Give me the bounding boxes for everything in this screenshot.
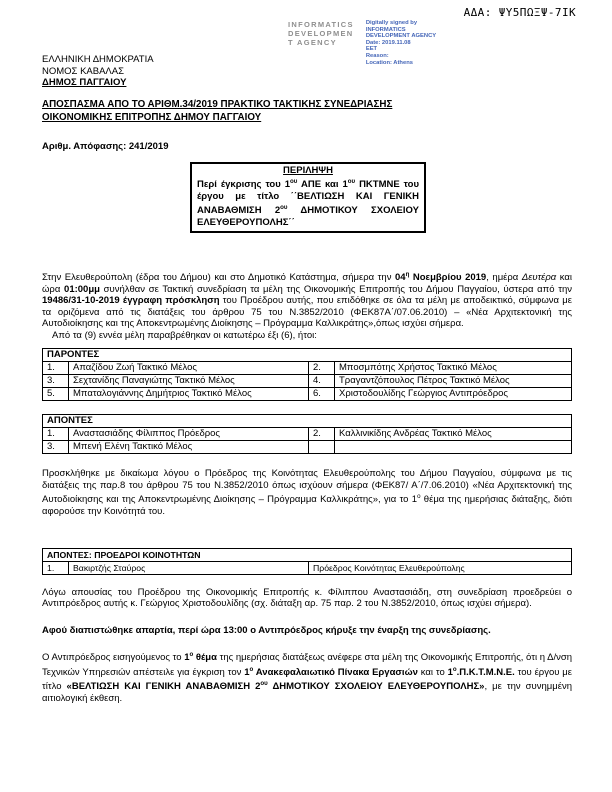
table-cell: Χριστοδουλίδης Γεώργιος Αντιπρόεδρος xyxy=(335,388,572,401)
table-cell: 4. xyxy=(309,375,335,388)
letterhead xyxy=(42,54,154,89)
stamp-line: EET xyxy=(365,46,378,53)
summary-box xyxy=(190,162,426,234)
present-members-table xyxy=(42,348,572,401)
table-row xyxy=(43,561,572,574)
text-segment: , με την συνημμένη αιτιολογική έκθεση. xyxy=(42,681,572,705)
table-cell: Μπαταλογιάννης Δημήτριος Τακτικό Μέλος xyxy=(69,388,309,401)
table-cell: Καλλινικίδης Ανδρέας Τακτικό Μέλος xyxy=(335,428,572,441)
summary-body xyxy=(197,176,419,228)
text-segment: ΔΗΜΟΤΙΚΟΥ ΣΧΟΛΕΙΟΥ ΕΛΕΥΘΕΡΟΥΠΟΛΗΣ΄΄ xyxy=(197,205,419,228)
text-segment: και το xyxy=(417,666,448,678)
table-cell: 6. xyxy=(309,388,335,401)
table-header-row xyxy=(43,415,572,428)
table-row xyxy=(43,441,572,454)
absent-presidents-table-body xyxy=(43,561,572,574)
table-row xyxy=(43,375,572,388)
text-segment: Περί έγκρισης του 1 xyxy=(197,179,291,191)
text-segment: θέμα της ημερήσιας διάταξης, διότι αφορούσε την Κοινότητά του. xyxy=(42,494,573,518)
text-segment: ου xyxy=(260,680,268,688)
table-cell: Μπενή Ελένη Τακτικό Μέλος xyxy=(69,441,309,454)
text-segment: 1 xyxy=(244,666,250,678)
text-segment: 1 xyxy=(184,652,190,664)
table-cell: Απαζίδου Ζωή Τακτικό Μέλος xyxy=(69,362,309,375)
absent-table-title: ΑΠΟΝΤΕΣ xyxy=(43,415,572,428)
text-segment: της ημερήσιας διατάξεως ανέφερε στα μέλη της Οικονομικής Επιτροπής, ότι η Δ/νση Τεχνικών Υπηρεσιών απέστειλε για έγκριση τον xyxy=(42,652,572,678)
text-segment: Ο Αντιπρόεδρος εισηγούμενος το xyxy=(42,652,185,664)
table-cell: Πρόεδρος Κοινότητας Ελευθερούπολης xyxy=(309,561,572,574)
document-title xyxy=(42,99,572,124)
agency-logo-text xyxy=(288,20,354,47)
digital-signature-block xyxy=(288,20,436,66)
text-segment: ο xyxy=(249,665,254,673)
ada-code: ΑΔΑ: ΨΥ5ΠΩΞΨ-7ΙΚ xyxy=(463,6,576,19)
table-cell: Μποσμπότης Χρήστος Τακτικό Μέλος xyxy=(335,362,572,375)
agency-line: T AGENCY xyxy=(288,38,337,47)
absent-presidents-table-title: ΑΠΟΝΤΕΣ: ΠΡΟΕΔΡΟΙ ΚΟΙΝΟΤΗΤΩΝ xyxy=(43,548,572,561)
table-cell: Τραγαντζόπουλος Πέτρος Τακτικό Μέλος xyxy=(335,375,572,388)
text-segment: , ημέρα xyxy=(486,272,522,284)
text-segment: η xyxy=(405,271,410,279)
decision-number: Αριθμ. Απόφασης: 241/2019 xyxy=(42,141,169,152)
text-segment: Στην Ελευθερούπολη (έδρα του Δήμου) και στο Δημοτικό Κατάστημα, σήμερα την xyxy=(42,272,395,284)
table-header-row xyxy=(43,548,572,561)
table-cell: 5. xyxy=(43,388,69,401)
text-segment: ο xyxy=(189,651,194,659)
text-segment: ΠΚΤΜΝΕ του έργου με τίτλο ΄΄ΒΕΛΤΙΩΣΗ ΚΑΙ ΓΕΝΙΚΗ ΑΝΑΒΑΘΜΙΣΗ 2 xyxy=(197,179,419,217)
table-cell: 1. xyxy=(43,561,69,574)
stamp-line: INFORMATICS xyxy=(365,26,406,33)
absent-presidents-table xyxy=(42,548,572,575)
table-cell: 1. xyxy=(43,428,69,441)
present-table-title: ΠΑΡΟΝΤΕΣ xyxy=(43,349,572,362)
present-table-body xyxy=(43,362,572,401)
text-segment: Προσκλήθηκε με δικαίωμα λόγου ο Πρόεδρος της Κοινότητας Ελευθερούπολης του Δήμου Παγγαίου, σύμφωνα με τις διατάξεις της παρ.8 του άρθρου 75 του Ν.3852/2010 όπως ισχύουν σήμερα (ΦΕΚ87/ Α΄/7.06.2010) «Νέα Αρχιτεκτονική της Αυτοδιοίκησης και της Αποκεντρωμένης Διοίκησης – Πρόγραμμα Καλλικράτης», για το 1 xyxy=(42,468,572,506)
stamp-line: Digitally signed by xyxy=(365,20,418,26)
agency-line: DEVELOPMEN xyxy=(288,29,354,38)
text-segment: 04 xyxy=(395,272,406,284)
table-row xyxy=(43,388,572,401)
stamp-line: DEVELOPMENT AGENCY xyxy=(365,33,437,40)
table-cell: 3. xyxy=(43,375,69,388)
letterhead-prefecture: ΝΟΜΟΣ ΚΑΒΑΛΑΣ xyxy=(42,65,124,77)
paragraph-quorum: Αφού διαπιστώθηκε απαρτία, περί ώρα 13:00 ο Αντιπρόεδρος κήρυξε την έναρξη της συνεδρίασης. xyxy=(42,624,491,636)
text-segment: ο xyxy=(452,665,457,673)
text-segment: ΔΗΜΟΤΙΚΟΥ ΣΧΟΛΕΙΟΥ ΕΛΕΥΘΕΡΟΥΠΟΛΗΣ» xyxy=(267,681,485,693)
summary-heading: ΠΕΡΙΛΗΨΗ xyxy=(283,164,333,176)
text-segment: ΑΠΕ και 1 xyxy=(297,179,348,191)
text-segment: συνήλθαν σε Τακτική συνεδρίαση τα μέλη της Οικονομικής Επιτροπής του Δήμου Παγγαίου, ύστερα από την xyxy=(99,283,572,295)
table-header-row xyxy=(43,349,572,362)
paragraph-invitation xyxy=(42,468,572,517)
table-row xyxy=(43,428,572,441)
absent-members-table xyxy=(42,414,572,454)
letterhead-municipality: ΔΗΜΟΣ ΠΑΓΓΑΙΟΥ xyxy=(42,77,127,88)
text-segment: ου xyxy=(290,178,298,185)
table-row xyxy=(43,362,572,375)
letterhead-country: ΕΛΛΗΝΙΚΗ ΔΗΜΟΚΡΑΤΙΑ xyxy=(42,54,154,65)
table-cell: Βακιρτζής Σταύρος xyxy=(69,561,309,574)
document-title-line1: ΑΠΟΣΠΑΣΜΑ ΑΠΟ ΤΟ ΑΡΙΘΜ.34/2019 ΠΡΑΚΤΙΚΟ ΤΑΚΤΙΚΗΣ ΣΥΝΕΔΡΙΑΣΗΣ xyxy=(42,99,393,110)
stamp-line: Reason: xyxy=(365,52,389,59)
table-cell: 2. xyxy=(309,428,335,441)
table-cell: 3. xyxy=(43,441,69,454)
text-segment: θέμα xyxy=(193,652,217,664)
table-cell: 2. xyxy=(309,362,335,375)
absent-table-body xyxy=(43,428,572,454)
table-cell xyxy=(309,441,335,454)
text-segment: Νοεμβρίου 2019 xyxy=(409,272,487,284)
text-segment: του Προέδρου αυτής, που επιδόθηκε σε όλα τα μέλη με αποδεικτικό, σύμφωνα με τα οριζόμενα από τις διατάξεις του άρθρου 75 του Ν.3852/2010 (ΦΕΚ87Α΄/07.06.2010) – «Νέα Αρχιτεκτονική της Αυτοδιοίκησης και της Αποκεντρωμένης Διοίκησης – Πρόγραμμα Καλλικράτης»,όπως ισχύει σήμερα. xyxy=(42,295,572,330)
agency-line: INFORMATICS xyxy=(288,20,354,29)
stamp-line: Location: Athens xyxy=(365,59,413,66)
signature-stamp xyxy=(366,20,436,66)
paragraph-absence: Λόγω απουσίας του Προέδρου της Οικονομικής Επιτροπής κ. Φίλιππου Αναστασιάδη, στη συνεδρίαση προεδρεύει ο Αντιπρόεδρος αυτής κ. Γεώργιος Χριστοδουλίδης (σχ. διάταξη αρ. 75 παρ. 2 του Ν.3852/2010, όπως ισχύει σήμερα). xyxy=(42,586,572,610)
text-segment: «ΒΕΛΤΙΩΣΗ ΚΑΙ ΓΕΝΙΚΗ ΑΝΑΒΑΘΜΙΣΗ 2 xyxy=(66,681,261,693)
text-segment: .Π.Κ.Τ.Μ.Ν.Ε. xyxy=(456,666,515,678)
paragraph-attendance: Από τα (9) εννέα μέλη παραβρέθηκαν οι κατωτέρω έξι (6), ήτοι: xyxy=(52,329,317,341)
text-segment: Δευτέρα xyxy=(521,272,557,284)
text-segment: του έργου με τίτλο xyxy=(42,666,572,693)
text-segment: ο xyxy=(417,493,421,501)
text-segment: Ανακεφαλαιωτικό Πίνακα Εργασιών xyxy=(253,666,418,678)
stamp-line: Date: 2019.11.08 xyxy=(365,39,411,46)
table-cell: 1. xyxy=(43,362,69,375)
text-segment: ου xyxy=(280,204,288,212)
document-title-line2: ΟΙΚΟΝΟΜΙΚΗΣ ΕΠΙΤΡΟΠΗΣ ΔΗΜΟΥ ΠΑΓΓΑΙΟΥ xyxy=(42,111,262,123)
text-segment: και ώρα xyxy=(42,272,572,295)
paragraph-final xyxy=(42,649,572,704)
text-segment: 1 xyxy=(447,666,453,678)
table-cell: Σεχτανίδης Παναγιώτης Τακτικό Μέλος xyxy=(69,375,309,388)
text-segment: ου xyxy=(347,178,356,185)
document-body xyxy=(42,99,572,705)
text-segment: 01:00μμ xyxy=(64,283,100,295)
table-cell: Αναστασιάδης Φίλιππος Πρόεδρος xyxy=(69,428,309,441)
paragraph-intro xyxy=(42,269,572,330)
text-segment: 19486/31-10-2019 έγγραφη πρόσκληση xyxy=(42,295,220,307)
table-cell xyxy=(335,441,572,454)
